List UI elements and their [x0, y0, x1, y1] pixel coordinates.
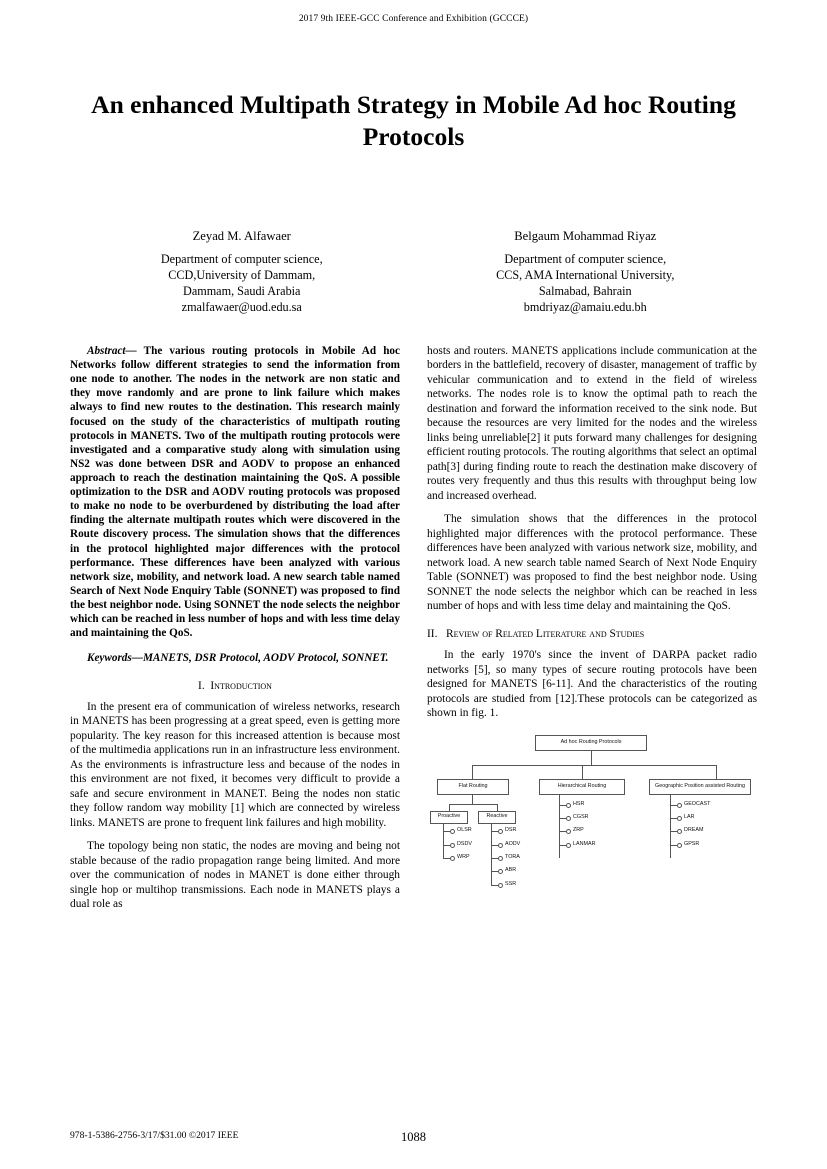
- figure-connector: [670, 845, 677, 846]
- figure-leaf: HSR: [573, 800, 585, 807]
- author-name: Belgaum Mohammad Riyaz: [514, 229, 657, 243]
- figure-bullet: [566, 843, 571, 848]
- figure-leaf: DSDV: [457, 840, 472, 847]
- figure-connector: [559, 831, 566, 832]
- paragraph: The simulation shows that the differences in the protocol highlighted major differences with the protocol performance. These differences have been analyzed with various network size, mobility, and network load. A new search table named Search of Next Node Enquiry Table (SONNET) was proposed to find the best neighbor node. Using SONNET the node selects the neighbor which can be reached in less number of hops and with less time delay and maintaining the QoS.: [427, 513, 757, 613]
- figure-bullet: [677, 829, 682, 834]
- figure-connector: [591, 751, 592, 765]
- figure-connector: [443, 858, 450, 859]
- figure-leaf: ZRP: [573, 826, 584, 833]
- figure-leaf: GEOCAST: [684, 800, 711, 807]
- figure-connector: [559, 845, 566, 846]
- figure-leaf: AODV: [505, 840, 521, 847]
- section-number: I.: [198, 679, 205, 692]
- section-title: Review of Related Literature and Studies: [445, 627, 645, 640]
- figure-bullet: [498, 829, 503, 834]
- figure-connector: [472, 765, 716, 766]
- section-heading-introduction: [70, 679, 400, 693]
- figure-connector: [559, 805, 566, 806]
- figure-routing-protocol-taxonomy: [427, 735, 757, 895]
- figure-bullet: [677, 816, 682, 821]
- author-affiliation: CCS, AMA International University,: [496, 267, 675, 282]
- figure-bullet: [450, 856, 455, 861]
- figure-bullet: [566, 816, 571, 821]
- figure-node-proactive: Proactive: [430, 811, 468, 824]
- figure-leaf: GPSR: [684, 840, 700, 847]
- page-title: An enhanced Multipath Strategy in Mobile Ad hoc Routing Protocols: [91, 90, 736, 151]
- section-heading-review: [427, 627, 757, 641]
- figure-leaf: DREAM: [684, 826, 704, 833]
- figure-connector: [670, 818, 677, 819]
- figure-bullet: [498, 843, 503, 848]
- figure-node-reactive: Reactive: [478, 811, 516, 824]
- figure-bullet: [450, 843, 455, 848]
- author-affiliation: Dammam, Saudi Arabia: [183, 284, 301, 299]
- figure-connector: [449, 804, 450, 811]
- footer-page-number: 1088: [401, 1130, 426, 1144]
- keywords-line: Keywords—MANETS, DSR Protocol, AODV Protocol, SONNET.: [87, 652, 389, 665]
- author-name: Zeyad M. Alfawaer: [192, 229, 291, 243]
- figure-node-root: Ad hoc Routing Protocols: [535, 735, 647, 751]
- figure-leaf: LANMAR: [573, 840, 596, 847]
- figure-connector: [491, 845, 498, 846]
- figure-connector: [670, 831, 677, 832]
- right-column: [427, 344, 757, 895]
- figure-connector: [497, 804, 498, 811]
- figure-connector: [491, 885, 498, 886]
- figure-leaf: WRP: [457, 853, 470, 860]
- figure-bullet: [450, 829, 455, 834]
- author-affiliation: Department of computer science,: [504, 251, 667, 266]
- author-affiliation: Department of computer science,: [160, 251, 323, 266]
- figure-connector: [716, 765, 717, 779]
- author-email: bmdriyaz@amaiu.edu.bh: [523, 300, 647, 315]
- figure-connector: [449, 804, 497, 805]
- figure-connector: [582, 765, 583, 779]
- section-number: II.: [427, 627, 438, 640]
- author-list: [70, 228, 757, 316]
- figure-leaf: LAR: [684, 813, 695, 820]
- figure-connector: [443, 845, 450, 846]
- figure-bullet: [677, 843, 682, 848]
- author-block-1: [70, 228, 414, 316]
- figure-connector: [472, 765, 473, 779]
- figure-connector: [472, 795, 473, 804]
- abstract-label: Abstract—: [87, 345, 137, 357]
- figure-node-branch: Hierarchical Routing: [539, 779, 625, 795]
- figure-connector: [491, 871, 498, 872]
- figure-bullet: [566, 829, 571, 834]
- author-email: zmalfawaer@uod.edu.sa: [181, 300, 302, 315]
- figure-leaf: OLSR: [457, 826, 472, 833]
- figure-connector: [670, 805, 677, 806]
- abstract-text: The various routing protocols in Mobile Ad hoc Networks follow different strategies to send the information from one node to another. The nodes in the network are non static and they move randomly and are prone to link failure which makes always to find new routes to the destination. This research mainly focused on the study of the characteristics of multipath routing protocols in MANETS. Two of the multipath routing protocols were investigated and a comparative study along with simulation using NS2 was done between DSR and AODV to propose an enhanced approach to reach the destination maintaining the QoS. A possible optimization to the DSR and AODV routing protocols was proposed to make no node to be overburdened by distributing the load after finding the alternate multipath routes which were discovered in the Route discovery process. The simulation shows that the differences in the protocol highlighted major differences with the protocol performance. These differences have been analyzed with various network size, mobility, and network load. A new search table named Search of Next Node Enquiry Table (SONNET) was proposed to find the best neighbor node. Using SONNET the node selects the neighbor which can be reached in less number of hops and with less time delay and maintaining the QoS.: [70, 345, 400, 640]
- figure-leaf: SSR: [505, 880, 517, 887]
- figure-bullet: [566, 803, 571, 808]
- author-block-2: [414, 228, 758, 316]
- figure-bullet: [498, 869, 503, 874]
- figure-connector: [491, 831, 498, 832]
- body-columns: [70, 344, 757, 1034]
- figure-bullet: [498, 856, 503, 861]
- figure-connector: [443, 824, 444, 858]
- author-affiliation: CCD,University of Dammam,: [168, 267, 316, 282]
- left-column: [70, 344, 400, 921]
- figure-leaf: DSR: [505, 826, 517, 833]
- author-affiliation: Salmabad, Bahrain: [538, 284, 632, 299]
- figure-connector: [559, 818, 566, 819]
- figure-connector: [443, 831, 450, 832]
- footer-isbn: 978-1-5386-2756-3/17/$31.00 ©2017 IEEE: [70, 1130, 239, 1141]
- section-title: Introduction: [210, 679, 272, 692]
- figure-node-branch: Geographic Position assisted Routing: [649, 779, 751, 795]
- conference-header: 2017 9th IEEE-GCC Conference and Exhibition (GCCCE): [298, 14, 529, 24]
- figure-leaf: ABR: [505, 866, 517, 873]
- paragraph: In the present era of communication of wireless networks, research in MANETS has been progressing at a great speed, even is getting more popularity. The key reason for this increased attention is because most of the multimedia applications run in an infrastructure less environment. As the environments is infrastructure less and because of the nodes in this environment are not fixed, it becomes very difficult to provide a safe and secure environment in MANET. Being the nodes non static they follow random way mobility [1] which are connected by wireless links. MANETS are prone to frequent link failures and high mobility.: [70, 701, 400, 829]
- figure-bullet: [677, 803, 682, 808]
- paragraph: The topology being non static, the nodes are moving and being not stable because of the radio propagation range being limited. And more over the communication of nodes in MANET is done either through single hop or multihop transmissions. Each node in MANETS plays a dual role as: [70, 840, 400, 911]
- paragraph: In the early 1970's since the invent of DARPA packet radio networks [5], so many types of secure routing protocols have been designed for MANETS [6-11]. And the characteristics of the routing protocols are studied from [12].These protocols can be categorized as shown in fig. 1.: [427, 649, 757, 720]
- paragraph: hosts and routers. MANETS applications include communication at the borders in the battlefield, recovery of disaster, management of traffic by vehicular communication and to extend in the field of wireless networks. The nodes role is to know the optimal path to reach the destination and forward the information received to the sink node. But because the resources are very limited for the nodes and the wireless links being unreliable[2] it puts forward many challenges for designing efficient routing protocols. The routing algorithms that select an optimal path[3] during finding route to reach the destination make discovery of routes very frequently and thus this results with throughput being low and increased overhead.: [427, 345, 757, 502]
- figure-bullet: [498, 883, 503, 888]
- figure-leaf: CGSR: [573, 813, 589, 820]
- abstract-paragraph: [70, 344, 400, 640]
- figure-node-branch: Flat Routing: [437, 779, 509, 795]
- figure-connector: [491, 824, 492, 885]
- figure-leaf: TORA: [505, 853, 520, 860]
- figure-connector: [491, 858, 498, 859]
